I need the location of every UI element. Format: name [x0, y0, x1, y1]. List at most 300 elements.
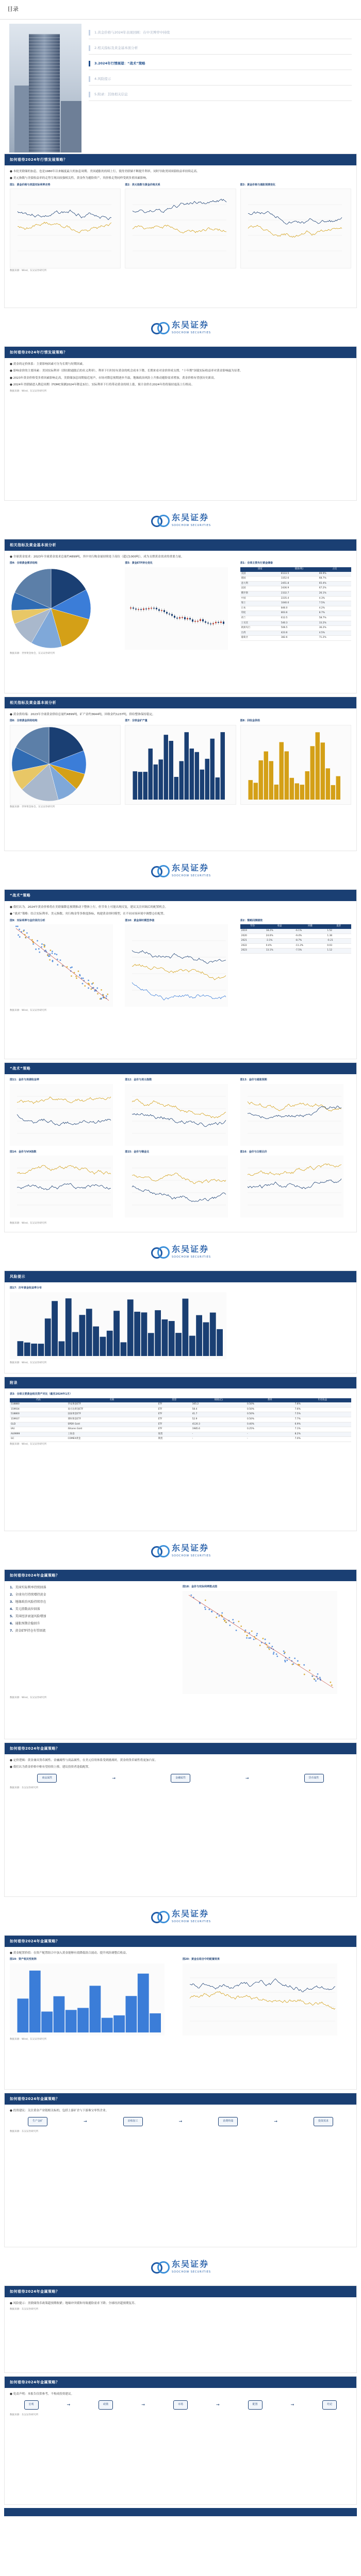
bar — [203, 1322, 209, 1355]
table-cell: 518880 — [10, 1402, 67, 1407]
slide-body — [5, 1074, 356, 1230]
scatter-point — [18, 935, 19, 936]
table-cell: 2235.4 — [280, 596, 318, 601]
table-cell: 4120.3 — [191, 1422, 246, 1427]
slide-title: 如何看待2024年金属策略？ — [10, 2096, 60, 2101]
table-row — [240, 572, 351, 577]
flow-node: 市场 — [173, 2400, 188, 2410]
table-cell: 58.7% — [318, 616, 351, 621]
slide-title: 如何看待2024年金属策略？ — [10, 2289, 60, 2294]
candle-chart — [125, 567, 228, 650]
scatter-point — [62, 965, 63, 967]
candle-body — [153, 608, 155, 609]
bar — [279, 742, 284, 800]
scatter-point — [247, 1635, 248, 1636]
table-column — [240, 562, 351, 651]
table-cell: 荷兰 — [240, 616, 280, 621]
bar — [148, 1333, 154, 1356]
brand-logo — [150, 512, 211, 528]
bar — [174, 777, 179, 800]
logo-cn: 东吴证券 — [171, 320, 209, 330]
scatter-point — [250, 1637, 251, 1638]
chart-column — [125, 183, 236, 269]
table-cell: 0.50% — [246, 1412, 294, 1417]
bar — [155, 1310, 161, 1356]
logo-en: SOOCHOW SECURITIES — [171, 1920, 211, 1924]
pie-chart — [10, 725, 88, 803]
data-table — [240, 567, 351, 641]
scatter-point — [245, 1629, 247, 1631]
scatter-point — [88, 980, 89, 981]
table-cell: -11.2% — [294, 943, 326, 948]
table-row — [240, 616, 351, 621]
top-bar — [0, 0, 361, 20]
scatter-point — [216, 1616, 217, 1618]
table-row — [240, 939, 351, 944]
bar — [200, 770, 205, 800]
source-note: 数据来源：东吴证券研究所 — [10, 2130, 39, 2133]
flow-node: 消费终端 — [218, 2117, 238, 2126]
source-note: 数据来源：Wind，东吴证券研究所 — [10, 1696, 47, 1699]
scatter-point — [41, 946, 42, 948]
slide-header — [5, 1063, 356, 1074]
brand-logo — [150, 862, 211, 878]
scatter-point — [253, 1638, 255, 1640]
scatter-point — [292, 1663, 294, 1665]
toc-item[interactable] — [89, 42, 352, 55]
header-arrow — [97, 2093, 103, 2105]
chart-frame — [125, 725, 236, 805]
factor-item — [10, 1629, 178, 1633]
factor-number: 5. — [10, 1615, 13, 1618]
table-cell: ETF — [157, 1402, 191, 1407]
chart-caption: 图3：黄金价格与通胀预期变化 — [240, 183, 276, 187]
scatter-point — [41, 943, 43, 945]
table-cell: 612.5 — [280, 616, 318, 621]
table-cell: 71.2% — [318, 636, 351, 641]
table-header-cell: 名称 — [67, 1398, 157, 1403]
flow-arrow-icon: → — [141, 2402, 145, 2408]
logo-en: SOOCHOW SECURITIES — [171, 1554, 211, 1558]
scatter-point — [284, 1652, 285, 1654]
slide-header — [5, 1271, 356, 1282]
chart-column — [240, 1078, 351, 1147]
line-chart — [10, 189, 113, 266]
table-cell: 2021 — [240, 939, 265, 944]
flow-arrow-icon: → — [274, 2119, 277, 2124]
table-cell: 36.2% — [318, 626, 351, 631]
chart-bg — [183, 1963, 337, 2036]
chart-column — [10, 1958, 178, 2037]
brand-divider — [4, 1534, 357, 1566]
chart-row — [10, 719, 351, 805]
scatter-point — [79, 975, 81, 977]
scatter-point — [272, 1646, 273, 1647]
chart-column — [125, 562, 236, 651]
logo-text — [172, 862, 211, 878]
flow-arrow-icon: → — [290, 2402, 294, 2408]
table-cell: -8.7% — [294, 939, 326, 944]
table-row — [10, 1427, 351, 1432]
scatter-point — [107, 994, 108, 995]
table-row — [10, 1437, 351, 1442]
header-arrow — [97, 2377, 103, 2388]
chart-row — [10, 1150, 351, 1219]
candle-body — [212, 623, 214, 624]
toc-marker — [89, 92, 90, 97]
table-cell: 24.6% — [265, 934, 294, 939]
table-cell: 540.3 — [280, 621, 318, 626]
scatter-point — [57, 959, 58, 960]
candle-body — [192, 619, 193, 621]
bar — [175, 1333, 182, 1356]
body-paragraph: ● 我们认为，2024年黄金价格将在美联储降息预期推动下整体上行，但节奏上可能出现反复，建议关注回调后的配置机会。 — [10, 906, 168, 909]
candle-body — [207, 622, 209, 623]
table-header-cell: 占比 — [318, 567, 351, 572]
flow-node: 货币属性 — [304, 1774, 324, 1783]
scatter-point — [205, 1599, 206, 1601]
toc-marker — [89, 45, 90, 51]
brand-logo — [150, 1908, 211, 1924]
flow-diagram — [10, 2117, 351, 2126]
flow-arrow-icon: → — [83, 2119, 87, 2124]
chart-caption: 图2：美元指数与黄金价格关系 — [125, 183, 160, 187]
chart-column — [125, 919, 236, 1009]
chart-column — [10, 919, 121, 1009]
table-cell: 803.6 — [280, 611, 318, 616]
table-cell: 68.7% — [318, 577, 351, 582]
table-cell: 中国 — [240, 596, 280, 601]
brand-divider — [4, 2250, 357, 2282]
scatter-point — [267, 1646, 268, 1648]
logo-text — [172, 2258, 211, 2275]
table-cell: 0.40% — [246, 1422, 294, 1427]
body-paragraph: ● 免责声明：本报告仅供参考，不构成投资建议。 — [10, 2393, 74, 2396]
chart-row — [10, 562, 351, 651]
chart-column — [240, 719, 351, 805]
table-header-row — [240, 567, 351, 572]
bar — [126, 1996, 137, 2032]
table-cell: 159937 — [10, 1417, 67, 1422]
flow-arrow-icon: → — [112, 1775, 116, 1781]
report-slide — [4, 697, 357, 851]
table-cell: 印度 — [240, 611, 280, 616]
logo-rings-icon — [150, 1910, 168, 1922]
data-table — [240, 924, 351, 954]
table-row — [240, 948, 351, 954]
bar — [133, 771, 138, 800]
table-cell: 0.25% — [246, 1427, 294, 1432]
chart-bg — [240, 1156, 343, 1217]
toc-label: 3.2024年行情展望：“战术”策略 — [94, 61, 145, 65]
candle-body — [202, 619, 204, 621]
scatter-point — [219, 1615, 220, 1616]
scatter-point — [268, 1647, 270, 1649]
table-cell: GLD — [10, 1422, 67, 1427]
scatter-point — [32, 943, 34, 945]
toc-list — [81, 24, 352, 154]
bar — [100, 1336, 106, 1355]
candle-body — [218, 622, 219, 623]
table-header-cell: 储备(吨) — [280, 567, 318, 572]
bar — [65, 2010, 77, 2032]
scatter-point — [269, 1642, 270, 1644]
scatter-point — [236, 1630, 237, 1631]
report-slide — [4, 1569, 357, 1739]
scatter-point — [225, 1621, 227, 1623]
bar — [29, 1971, 41, 2032]
bar — [77, 2008, 89, 2032]
flow-node: 结论 — [322, 2400, 337, 2410]
factor-list — [10, 1585, 178, 1696]
table-cell: - — [191, 1437, 246, 1442]
chart-caption: 图6：全球黄金供给结构 — [10, 719, 38, 723]
scatter-point — [76, 977, 77, 979]
logo-cn: 东吴证券 — [171, 863, 209, 873]
bar — [221, 732, 225, 800]
table-cell: 期货 — [157, 1437, 191, 1442]
scatter-point — [221, 1612, 223, 1614]
bar — [183, 1298, 189, 1355]
table-header-cell: 费率 — [246, 1398, 294, 1403]
candle-body — [215, 622, 217, 623]
toc-marker — [89, 61, 90, 66]
factor-label: 黄金ETF持仓有望回流 — [15, 1629, 46, 1633]
candle-body — [145, 608, 147, 609]
scatter-point — [67, 967, 68, 968]
body-paragraph: ● 定价逻辑：黄金兼具货币属性、金融属性与商品属性，在美元信用体系受到挑战时，黄金的货币属性将更加凸显。 — [10, 1759, 158, 1762]
brand-divider — [4, 504, 357, 536]
scatter-point — [314, 1678, 315, 1680]
chart-column — [125, 1150, 236, 1219]
scatter-point — [303, 1664, 305, 1666]
source-note: 数据来源：Wind，东吴证券研究所 — [10, 269, 47, 273]
body-paragraph: ● “战术”策略：结合实际利率、美元指数、央行购金等多维度指标，构建黄金择时模型，在不同市场环境中调整仓位配置。 — [10, 912, 167, 916]
bar — [310, 746, 315, 800]
table-row — [240, 596, 351, 601]
candle-body — [210, 623, 211, 624]
source-note: 数据来源：Wind，东吴证券研究所 — [10, 1009, 47, 1012]
scatter-point — [44, 945, 45, 946]
table-cell: -6.1% — [294, 929, 326, 934]
table-cell: 瑞士 — [240, 601, 280, 606]
logo-cn: 东吴证券 — [171, 513, 209, 523]
table-cell: 国泰黄金ETF — [67, 1412, 157, 1417]
scatter-point — [315, 1680, 317, 1682]
bar — [121, 1342, 127, 1356]
table-row — [240, 626, 351, 631]
candle-body — [148, 608, 150, 609]
scatter-point — [199, 1602, 201, 1604]
candle-body — [223, 621, 224, 623]
chart-column — [240, 183, 351, 269]
scatter-point — [283, 1650, 285, 1652]
factor-number: 1. — [10, 1586, 13, 1589]
table-cell: 13.1% — [265, 948, 294, 954]
logo-rings-icon — [150, 2260, 168, 2273]
table-row — [240, 934, 351, 939]
scatter-point — [311, 1675, 313, 1677]
toc-item[interactable] — [89, 73, 352, 86]
chart-caption: 图15：金价与铜金比 — [125, 1150, 150, 1154]
chart-caption: 图12：金价与美元指数 — [125, 1078, 152, 1081]
header-arrow — [97, 1377, 103, 1388]
table-cell: - — [246, 1432, 294, 1437]
table-cell: ETF — [157, 1417, 191, 1422]
table-cell: 3352.6 — [280, 577, 318, 582]
toc-item[interactable] — [89, 27, 352, 39]
chart-row — [10, 183, 351, 269]
factor-number: 7. — [10, 1629, 13, 1633]
table-cell: -7.5% — [294, 948, 326, 954]
scatter-point — [52, 951, 53, 953]
scatter-point — [49, 959, 51, 961]
factor-label: 全球央行持续增持黄金 — [15, 1593, 46, 1597]
table-header-cell: 国家 — [240, 567, 280, 572]
header-arrow — [97, 539, 103, 551]
table-cell: 法国 — [240, 586, 280, 591]
chart-caption: 图1：黄金价格与美国实际利率走势 — [10, 183, 51, 187]
slide-body — [5, 165, 356, 277]
factor-item — [10, 1585, 178, 1590]
scatter-point — [82, 983, 84, 985]
scatter-point — [246, 1637, 248, 1638]
table-row — [240, 606, 351, 611]
candle-body — [140, 609, 142, 610]
table-cell: 1.52 — [326, 929, 351, 934]
scatter-point — [273, 1653, 274, 1654]
bar — [289, 778, 294, 800]
toc-label: 2.相关指标及黄金基本面分析 — [94, 45, 138, 50]
scatter-point — [208, 1608, 210, 1610]
candle-body — [197, 621, 199, 622]
chart-frame — [240, 189, 351, 268]
table-cell: 7.8% — [294, 1402, 351, 1407]
slide-header — [5, 154, 356, 165]
scatter-point — [25, 937, 26, 938]
bar-chart — [10, 1963, 165, 2036]
factor-item — [10, 1614, 178, 1619]
table-cell: 26.1% — [318, 591, 351, 596]
table-cell: 现货 — [157, 1432, 191, 1437]
scatter-point — [71, 967, 73, 968]
toc-item[interactable] — [89, 58, 352, 70]
slide-header — [5, 2093, 356, 2105]
report-slide — [4, 2093, 357, 2247]
flow-node: 金融属性 — [171, 1774, 190, 1783]
factor-number: 3. — [10, 1600, 13, 1604]
scatter-point — [90, 989, 92, 990]
bar — [162, 1319, 168, 1355]
scatter-point — [88, 988, 89, 989]
table-cell: -9.4% — [294, 934, 326, 939]
chart-row — [10, 919, 351, 1009]
table-row — [240, 621, 351, 626]
bar-chart — [241, 725, 344, 803]
source-note: 数据来源：Wind，东吴证券研究所 — [10, 1443, 47, 1446]
logo-en: SOOCHOW SECURITIES — [171, 874, 211, 878]
table-cell: 6.9% — [294, 1422, 351, 1427]
bar — [59, 1341, 65, 1356]
body-paragraph: ● 2024年美联储进入降息周期（FOMC预测2024年降息3次），实际利率下行将带动黄金持续上涨，预计金价在2024年仍将保持震荡上行格局。 — [10, 383, 194, 387]
slide-header — [5, 2286, 356, 2297]
scatter-point — [204, 1606, 206, 1608]
header-arrow — [97, 1570, 103, 1581]
header-arrow — [97, 1743, 103, 1754]
logo-cn: 东吴证券 — [171, 2259, 209, 2269]
scatter-chart — [10, 924, 113, 1007]
slide-body — [5, 358, 356, 397]
slide-title: 如何看待2024年金属策略？ — [10, 1746, 60, 1751]
bar — [38, 1344, 44, 1356]
candle-body — [151, 608, 152, 609]
bar — [93, 1326, 99, 1355]
scatter-point — [276, 1655, 278, 1657]
chart-caption: 图16：金价与白银比价 — [240, 1150, 267, 1154]
logo-en: SOOCHOW SECURITIES — [171, 2270, 211, 2274]
candle-body — [174, 616, 175, 618]
table-header-row — [10, 1398, 351, 1403]
scatter-point — [17, 926, 19, 927]
slide-header — [5, 539, 356, 551]
table-cell: 俄罗斯 — [240, 591, 280, 596]
body-paragraph: ● 影响金价的主要因素：美国实际利率（即扣除通胀后的名义利率），利率下行时持有黄金的机会成本下降，长期来看对金价形成支撑。“十年期”国债实际收益率对黄金影响最为显著。 — [10, 369, 243, 373]
scatter-point — [96, 988, 98, 989]
candle-body — [187, 618, 188, 619]
slide-header — [5, 347, 356, 358]
logo-text — [172, 1542, 211, 1558]
bar — [217, 1329, 223, 1355]
slide-header — [5, 1570, 356, 1581]
table-header-cell: 年化收益 — [294, 1398, 351, 1403]
candle-body — [184, 617, 186, 619]
bar — [134, 1312, 140, 1356]
bar — [31, 1343, 37, 1355]
toc-item[interactable] — [89, 89, 352, 101]
chart-row — [10, 1958, 351, 2037]
logo-text — [172, 1243, 211, 1260]
bar — [210, 739, 215, 800]
body-paragraph: ● 黄金的定价体系：主要影响因素可分为长期与短期因素。 — [10, 363, 86, 366]
factor-label: 地缘政治风险持续存在 — [15, 1600, 46, 1604]
table-header-cell: 类型 — [157, 1398, 191, 1403]
scatter-point — [47, 955, 48, 956]
table-cell: 2022 — [240, 943, 265, 948]
scatter-point — [289, 1657, 290, 1658]
logo-rings-icon — [150, 1544, 168, 1556]
slide-title: 如何看待2024年金属策略？ — [10, 1939, 60, 1943]
brand-logo — [150, 1542, 211, 1558]
table-cell: 41.7 — [191, 1412, 246, 1417]
scatter-point — [205, 1608, 206, 1610]
scatter-point — [273, 1651, 275, 1653]
flow-arrow-icon: → — [67, 2402, 71, 2408]
scatter-point — [211, 1611, 212, 1612]
scatter-point — [238, 1620, 239, 1622]
scatter-point — [26, 933, 28, 934]
bar — [179, 761, 184, 800]
table-column — [240, 919, 351, 1009]
table-row — [240, 929, 351, 934]
scatter-point — [330, 1681, 331, 1683]
table-cell: 7.6% — [294, 1407, 351, 1412]
brand-divider — [4, 311, 357, 343]
bar — [264, 751, 268, 800]
brand-divider — [4, 1900, 357, 1932]
table-row — [240, 581, 351, 586]
line-chart — [125, 924, 228, 1007]
scatter-point — [304, 1673, 305, 1675]
